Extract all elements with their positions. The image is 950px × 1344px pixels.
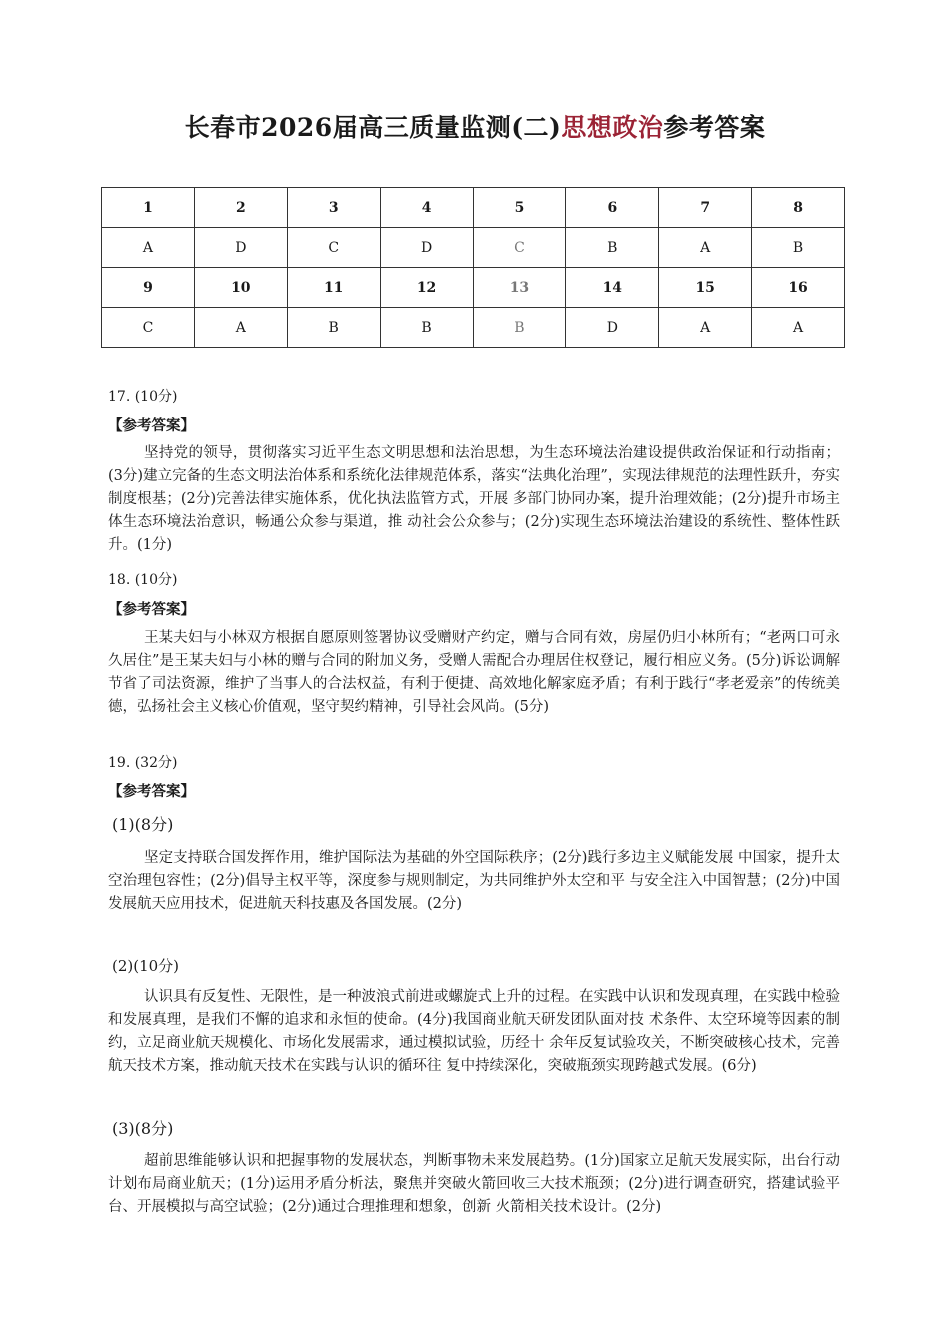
answer-cell: B (287, 308, 380, 348)
question-number: 11 (287, 268, 380, 308)
answer-cell: D (380, 228, 473, 268)
answer-table-row (102, 228, 845, 268)
answer-cell: D (566, 308, 659, 348)
q19-sub2-label: (2)(10分) (112, 957, 180, 975)
q17-answer-heading: 【参考答案】 (108, 417, 195, 434)
title-suffix: 参考答案 (663, 113, 766, 142)
answer-table-row (102, 188, 845, 228)
answer-cell: A (102, 228, 195, 268)
q17-answer-text: 坚持党的领导，贯彻落实习近平生态文明思想和法治思想，为生态环境法治建设提供政治保证和行动指南；(3分)建立完备的生态文明法治体系和系统化法律规范体系，落实“法典化治理”，实现法律规范的法理性跃升，夯实制度根基；(2分)完善法律实施体系，优化执法监管方式，开展 多部门协同办案，提升治理效能；(2分)提升市场主体生态环境法治意识，畅通公众参与渠道，推 动社会公众参与；(2分)实现生态环境法治建设的系统性、整体性跃升。(1分) (108, 445, 840, 553)
q19-answer-heading: 【参考答案】 (108, 783, 195, 800)
answer-cell: A (194, 308, 287, 348)
question-number: 15 (659, 268, 752, 308)
question-number: 12 (380, 268, 473, 308)
answer-cell: A (659, 308, 752, 348)
question-number: 13 (473, 268, 566, 308)
q19-label: 19. (32分) (108, 755, 178, 771)
q18-answer-heading: 【参考答案】 (108, 601, 195, 618)
question-number: 1 (102, 188, 195, 228)
q19-sub1-text: 坚定支持联合国发挥作用，维护国际法为基础的外空国际秩序；(2分)践行多边主义赋能发展 中国家，提升太空治理包容性；(2分)倡导主权平等，深度参与规则制定，为共同维护外太空和平 与安全注入中国智慧；(2分)中国发展航天应用技术，促进航天科技惠及各国发展。(2分) (108, 850, 840, 912)
q19-sub3-label: (3)(8分) (112, 1119, 174, 1138)
q19-sub2-text: 认识具有反复性、无限性，是一种波浪式前进或螺旋式上升的过程。在实践中认识和发现真理，在实践中检验和发展真理，是我们不懈的追求和永恒的使命。(4分)我国商业航天研发团队面对技 术条件、太空环境等因素的制约，立足商业航天规模化、市场化发展需求，通过模拟试验，历经十 余年反复试验攻关，不断突破核心技术，完善航天技术方案，推动航天技术在实践与认识的循环往 复中持续深化，突破瓶颈实现跨越式发展。(6分) (108, 989, 840, 1074)
question-number: 2 (194, 188, 287, 228)
answer-cell: B (473, 308, 566, 348)
answer-cell: D (194, 228, 287, 268)
q19-sub1-label: (1)(8分) (112, 815, 174, 834)
title-subject: 思想政治 (561, 113, 664, 142)
question-number: 8 (752, 188, 845, 228)
question-number: 7 (659, 188, 752, 228)
answer-cell: C (473, 228, 566, 268)
answer-cell: C (102, 308, 195, 348)
page-title (0, 108, 950, 144)
q18-answer-text: 王某夫妇与小林双方根据自愿原则签署协议受赠财产约定，赠与合同有效，房屋仍归小林所有；“老两口可永久居住”是王某夫妇与小林的赠与合同的附加义务，受赠人需配合办理居住权登记，履行相应义务。(5分)诉讼调解节省了司法资源，维护了当事人的合法权益，有利于便捷、高效地化解家庭矛盾；有利于践行“孝老爱亲”的传统美德，弘扬社会主义核心价值观，坚守契约精神，引导社会风尚。(5分) (108, 630, 840, 715)
question-number: 6 (566, 188, 659, 228)
answer-cell: B (566, 228, 659, 268)
answer-table (101, 187, 845, 348)
question-number: 10 (194, 268, 287, 308)
answer-cell: B (380, 308, 473, 348)
question-number: 9 (102, 268, 195, 308)
question-number: 3 (287, 188, 380, 228)
title-main: 长春市2026届高三质量监测(二) (184, 113, 562, 142)
question-number: 16 (752, 268, 845, 308)
question-number: 5 (473, 188, 566, 228)
answer-cell: C (287, 228, 380, 268)
question-number: 14 (566, 268, 659, 308)
question-number: 4 (380, 188, 473, 228)
q17-label: 17. (10分) (108, 389, 178, 405)
answer-cell: A (752, 308, 845, 348)
q18-label: 18. (10分) (108, 572, 178, 588)
answer-table-row (102, 308, 845, 348)
answer-cell: A (659, 228, 752, 268)
answer-table-row (102, 268, 845, 308)
answer-cell: B (752, 228, 845, 268)
q19-sub3-text: 超前思维能够认识和把握事物的发展状态，判断事物未来发展趋势。(1分)国家立足航天发展实际，出台行动计划布局商业航天；(1分)运用矛盾分析法，聚焦并突破火箭回收三大技术瓶颈；(2分)进行调查研究，搭建试验平台、开展模拟与高空试验；(2分)通过合理推理和想象，创新 火箭相关技术设计。(2分) (108, 1153, 840, 1215)
